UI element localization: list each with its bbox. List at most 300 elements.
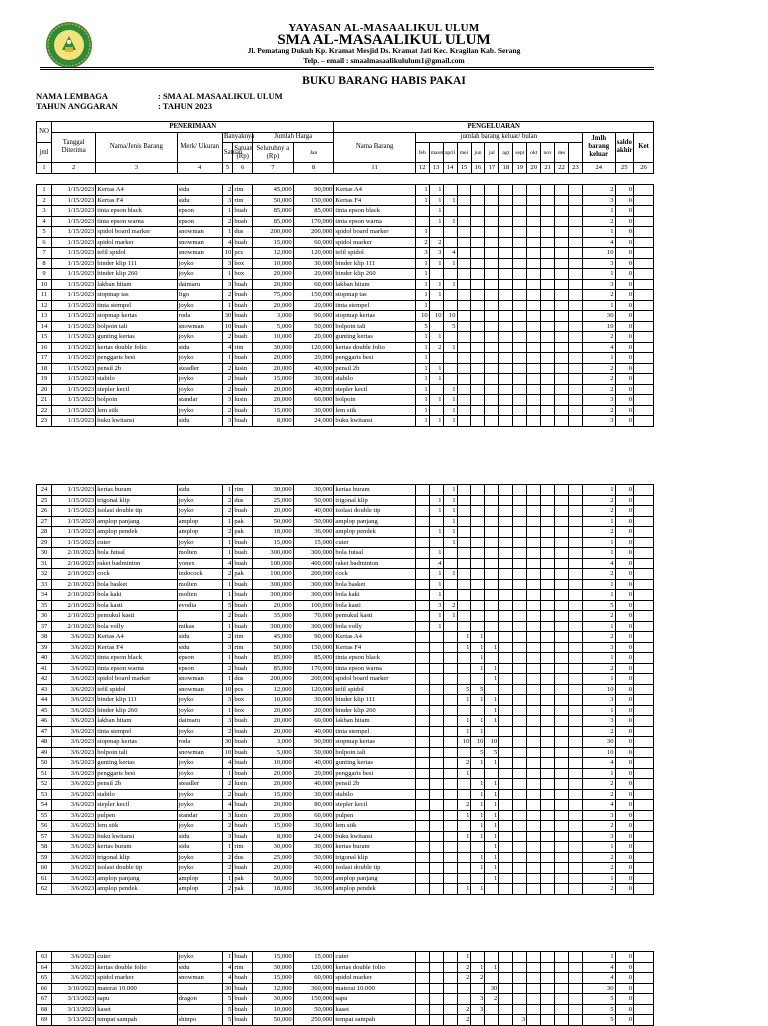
row-balance: 0 bbox=[615, 632, 634, 643]
row-month-7 bbox=[499, 1004, 513, 1015]
row-month-8 bbox=[513, 537, 527, 548]
row-total-out: 1 bbox=[582, 548, 615, 559]
row-item-name: trigonal klip bbox=[96, 495, 177, 506]
row-month-5: 1 bbox=[471, 695, 485, 706]
row-note bbox=[634, 279, 654, 290]
row-date: 2/10/2023 bbox=[52, 611, 96, 622]
row-month-4 bbox=[457, 621, 471, 632]
row-month-2 bbox=[429, 821, 443, 832]
row-month-4 bbox=[457, 821, 471, 832]
row-month-3: 1 bbox=[443, 216, 457, 227]
row-month-6 bbox=[485, 558, 499, 569]
row-month-1 bbox=[415, 621, 429, 632]
row-month-1: 1 bbox=[415, 258, 429, 269]
row-month-8 bbox=[513, 726, 527, 737]
row-no: 14 bbox=[37, 321, 52, 332]
row-total-out: 2 bbox=[582, 374, 615, 385]
table-row bbox=[37, 852, 654, 863]
row-unit: buah bbox=[233, 216, 253, 227]
table-row bbox=[37, 768, 654, 779]
row-month-11 bbox=[555, 1015, 569, 1026]
row-month-10 bbox=[541, 716, 555, 727]
row-note bbox=[634, 206, 654, 217]
row-month-9 bbox=[527, 353, 541, 364]
row-month-7 bbox=[499, 269, 513, 280]
row-month-9 bbox=[527, 416, 541, 427]
row-item-name: buku kwitansi bbox=[96, 416, 177, 427]
row-month-1: 5 bbox=[415, 321, 429, 332]
row-note bbox=[634, 321, 654, 332]
row-no: 23 bbox=[37, 416, 52, 427]
row-month-1 bbox=[415, 611, 429, 622]
row-month-11 bbox=[555, 779, 569, 790]
row-item-out-name: bola futsal bbox=[334, 548, 415, 559]
row-month-7 bbox=[499, 632, 513, 643]
row-month-9 bbox=[527, 789, 541, 800]
row-unit: lusin bbox=[233, 395, 253, 406]
row-month-10 bbox=[541, 810, 555, 821]
row-unit-price: 10,000 bbox=[253, 1004, 294, 1015]
row-month-10 bbox=[541, 321, 555, 332]
row-month-11 bbox=[555, 342, 569, 353]
row-total-out: 30 bbox=[582, 311, 615, 322]
row-date: 3/6/2023 bbox=[52, 674, 96, 685]
row-month-3: 1 bbox=[443, 516, 457, 527]
row-item-out-name: spidol marker bbox=[334, 973, 415, 984]
row-date: 3/6/2023 bbox=[52, 716, 96, 727]
row-month-1 bbox=[415, 663, 429, 674]
row-month-10 bbox=[541, 674, 555, 685]
row-balance: 0 bbox=[615, 1004, 634, 1015]
row-month-5 bbox=[471, 216, 485, 227]
row-unit: buah bbox=[233, 983, 253, 994]
row-month-1 bbox=[415, 216, 429, 227]
row-total-price: 200,000 bbox=[293, 569, 334, 580]
row-month-9 bbox=[527, 994, 541, 1005]
row-item-name: tinta stempel bbox=[96, 726, 177, 737]
col-number: 13 bbox=[429, 163, 443, 174]
row-month-5 bbox=[471, 353, 485, 364]
row-month-4 bbox=[457, 279, 471, 290]
row-month-1 bbox=[415, 884, 429, 895]
row-balance: 0 bbox=[615, 994, 634, 1005]
row-item-out-name: sapu bbox=[334, 994, 415, 1005]
row-month-10 bbox=[541, 663, 555, 674]
row-qty: 2 bbox=[222, 495, 232, 506]
row-month-2 bbox=[429, 737, 443, 748]
row-date: 2/10/2023 bbox=[52, 621, 96, 632]
row-month-2 bbox=[429, 810, 443, 821]
row-balance: 0 bbox=[615, 516, 634, 527]
row-month-5 bbox=[471, 384, 485, 395]
col-month-7: jul bbox=[485, 143, 499, 163]
col-jml: jml bbox=[37, 143, 52, 163]
row-unit: dus bbox=[233, 852, 253, 863]
meta-value: : SMA AL MASAALIKUL ULUM bbox=[158, 91, 283, 101]
row-qty: 1 bbox=[222, 516, 232, 527]
row-month-11 bbox=[555, 1004, 569, 1015]
row-unit-price: 15,000 bbox=[253, 405, 294, 416]
row-item-out-name: tinta epson black bbox=[334, 653, 415, 664]
row-item-name: bola kaki bbox=[96, 590, 177, 601]
row-balance: 0 bbox=[615, 527, 634, 538]
row-month-3: 1 bbox=[443, 611, 457, 622]
col-number: 11 bbox=[334, 163, 415, 174]
row-month-11 bbox=[555, 873, 569, 884]
table-row bbox=[37, 842, 654, 853]
row-month-6 bbox=[485, 632, 499, 643]
row-date: 3/6/2023 bbox=[52, 653, 96, 664]
row-month-8 bbox=[513, 290, 527, 301]
row-no: 25 bbox=[37, 495, 52, 506]
row-month-3: 1 bbox=[443, 416, 457, 427]
row-month-6: 1 bbox=[485, 642, 499, 653]
row-balance: 0 bbox=[615, 600, 634, 611]
row-total-price: 20,000 bbox=[293, 705, 334, 716]
row-month-10 bbox=[541, 600, 555, 611]
table-row bbox=[37, 1004, 654, 1015]
row-month-3: 1 bbox=[443, 395, 457, 406]
row-month-2 bbox=[429, 674, 443, 685]
row-total-out: 2 bbox=[582, 569, 615, 580]
col-month-9: sept bbox=[513, 143, 527, 163]
row-no: 67 bbox=[37, 994, 52, 1005]
row-date: 1/15/2023 bbox=[52, 248, 96, 259]
row-month-10 bbox=[541, 779, 555, 790]
col-number: 23 bbox=[569, 163, 583, 174]
row-brand: joyko bbox=[177, 332, 222, 343]
row-no: 68 bbox=[37, 1004, 52, 1015]
row-no: 10 bbox=[37, 279, 52, 290]
row-item-name: cuter bbox=[96, 952, 177, 963]
row-month-10 bbox=[541, 831, 555, 842]
row-qty: 4 bbox=[222, 973, 232, 984]
row-total-price: 120,000 bbox=[293, 962, 334, 973]
row-note bbox=[634, 216, 654, 227]
row-month-4 bbox=[457, 994, 471, 1005]
row-month-7 bbox=[499, 405, 513, 416]
row-total-out: 4 bbox=[582, 962, 615, 973]
row-month-4 bbox=[457, 579, 471, 590]
row-month-5 bbox=[471, 558, 485, 569]
row-item-name: Kertas A4 bbox=[96, 632, 177, 643]
row-item-name: amplop panjang bbox=[96, 516, 177, 527]
table-row bbox=[37, 321, 654, 332]
row-item-out-name: pensil 2b bbox=[334, 779, 415, 790]
row-unit: buah bbox=[233, 821, 253, 832]
row-brand bbox=[177, 1004, 222, 1015]
row-unit: buah bbox=[233, 332, 253, 343]
row-month-4: 2 bbox=[457, 1015, 471, 1026]
col-number: 7 bbox=[253, 163, 294, 174]
row-month-4 bbox=[457, 416, 471, 427]
row-item-out-name: bola volly bbox=[334, 621, 415, 632]
row-date: 1/15/2023 bbox=[52, 485, 96, 496]
row-qty: 4 bbox=[222, 800, 232, 811]
row-balance: 0 bbox=[615, 821, 634, 832]
row-month-3 bbox=[443, 779, 457, 790]
row-item-out-name: Kertas F4 bbox=[334, 642, 415, 653]
row-month-5: 1 bbox=[471, 831, 485, 842]
row-item-name: penggaris besi bbox=[96, 768, 177, 779]
row-month-11 bbox=[555, 269, 569, 280]
row-unit-price: 50,000 bbox=[253, 1015, 294, 1026]
row-item-out-name: pulpen bbox=[334, 810, 415, 821]
row-balance: 0 bbox=[615, 416, 634, 427]
row-month-2 bbox=[429, 800, 443, 811]
row-month-9 bbox=[527, 485, 541, 496]
row-month-4 bbox=[457, 195, 471, 206]
row-no: 59 bbox=[37, 852, 52, 863]
row-month-4 bbox=[457, 600, 471, 611]
row-total-out: 30 bbox=[582, 737, 615, 748]
row-qty: 5 bbox=[222, 994, 232, 1005]
row-month-12 bbox=[569, 863, 583, 874]
row-month-6 bbox=[485, 569, 499, 580]
row-month-5: 10 bbox=[471, 737, 485, 748]
row-month-10 bbox=[541, 237, 555, 248]
row-total-out: 2 bbox=[582, 384, 615, 395]
row-date: 3/6/2023 bbox=[52, 663, 96, 674]
row-unit-price: 300,000 bbox=[253, 548, 294, 559]
row-month-2 bbox=[429, 384, 443, 395]
row-month-6: 10 bbox=[485, 737, 499, 748]
row-month-8 bbox=[513, 227, 527, 238]
row-unit-price: 200,000 bbox=[253, 674, 294, 685]
row-month-8 bbox=[513, 994, 527, 1005]
row-month-9 bbox=[527, 737, 541, 748]
row-month-11 bbox=[555, 789, 569, 800]
row-month-10 bbox=[541, 495, 555, 506]
row-month-7 bbox=[499, 674, 513, 685]
row-month-9 bbox=[527, 873, 541, 884]
row-item-out-name: gunting kertas bbox=[334, 758, 415, 769]
row-month-7 bbox=[499, 695, 513, 706]
row-month-3 bbox=[443, 674, 457, 685]
row-note bbox=[634, 873, 654, 884]
row-month-3: 1 bbox=[443, 485, 457, 496]
row-month-5 bbox=[471, 548, 485, 559]
row-unit: buah bbox=[233, 716, 253, 727]
row-month-5: 1 bbox=[471, 800, 485, 811]
row-month-7 bbox=[499, 248, 513, 259]
row-month-7 bbox=[499, 353, 513, 364]
row-unit: buah bbox=[233, 973, 253, 984]
row-month-1 bbox=[415, 674, 429, 685]
row-month-5: 1 bbox=[471, 789, 485, 800]
row-item-name: stabilo bbox=[96, 374, 177, 385]
row-unit: buah bbox=[233, 600, 253, 611]
row-total-price: 100,000 bbox=[293, 600, 334, 611]
row-unit-price: 85,000 bbox=[253, 653, 294, 664]
row-month-12 bbox=[569, 632, 583, 643]
row-month-6: 1 bbox=[485, 800, 499, 811]
row-item-name: trigonal klip bbox=[96, 852, 177, 863]
row-total-out: 2 bbox=[582, 495, 615, 506]
row-month-7 bbox=[499, 321, 513, 332]
row-total-price: 60,000 bbox=[293, 395, 334, 406]
row-month-12 bbox=[569, 705, 583, 716]
table-row bbox=[37, 527, 654, 538]
row-month-3 bbox=[443, 726, 457, 737]
row-month-11 bbox=[555, 579, 569, 590]
row-month-12 bbox=[569, 300, 583, 311]
table-row bbox=[37, 821, 654, 832]
row-month-7 bbox=[499, 873, 513, 884]
row-total-price: 90,000 bbox=[293, 632, 334, 643]
row-month-7 bbox=[499, 579, 513, 590]
row-balance: 0 bbox=[615, 206, 634, 217]
row-unit-price: 8,000 bbox=[253, 831, 294, 842]
row-unit-price: 300,000 bbox=[253, 621, 294, 632]
row-month-6: 1 bbox=[485, 873, 499, 884]
row-month-3 bbox=[443, 300, 457, 311]
row-month-9 bbox=[527, 258, 541, 269]
row-total-out: 1 bbox=[582, 300, 615, 311]
col-number: 26 bbox=[634, 163, 654, 174]
row-month-7 bbox=[499, 821, 513, 832]
row-month-9 bbox=[527, 973, 541, 984]
row-month-7 bbox=[499, 726, 513, 737]
row-unit-price: 20,000 bbox=[253, 779, 294, 790]
row-month-8 bbox=[513, 684, 527, 695]
row-month-4 bbox=[457, 537, 471, 548]
row-date: 3/13/2023 bbox=[52, 1015, 96, 1026]
row-note bbox=[634, 416, 654, 427]
row-month-5 bbox=[471, 300, 485, 311]
row-month-8 bbox=[513, 873, 527, 884]
row-month-3: 1 bbox=[443, 195, 457, 206]
row-qty: 2 bbox=[222, 726, 232, 737]
row-month-1 bbox=[415, 632, 429, 643]
row-month-12 bbox=[569, 873, 583, 884]
row-item-out-name: amplop pendek bbox=[334, 884, 415, 895]
row-month-12 bbox=[569, 768, 583, 779]
row-unit-price: 20,000 bbox=[253, 716, 294, 727]
row-balance: 0 bbox=[615, 342, 634, 353]
row-no: 2 bbox=[37, 195, 52, 206]
row-month-4 bbox=[457, 258, 471, 269]
row-month-5: 5 bbox=[471, 747, 485, 758]
row-month-11 bbox=[555, 600, 569, 611]
col-month-12: des bbox=[555, 143, 569, 163]
row-total-out: 1 bbox=[582, 705, 615, 716]
row-month-8 bbox=[513, 611, 527, 622]
row-total-out: 2 bbox=[582, 663, 615, 674]
row-total-price: 30,000 bbox=[293, 789, 334, 800]
row-month-1 bbox=[415, 962, 429, 973]
row-month-10 bbox=[541, 611, 555, 622]
row-brand: amplop bbox=[177, 516, 222, 527]
col-harga-seluruhnya: Seluruhny a (Rp) bbox=[253, 143, 294, 163]
row-total-price: 30,000 bbox=[293, 405, 334, 416]
row-month-1 bbox=[415, 1015, 429, 1026]
row-month-12 bbox=[569, 537, 583, 548]
row-brand: joyko bbox=[177, 789, 222, 800]
row-note bbox=[634, 653, 654, 664]
row-month-2 bbox=[429, 537, 443, 548]
row-month-2 bbox=[429, 663, 443, 674]
row-unit: buah bbox=[233, 537, 253, 548]
row-total-out: 4 bbox=[582, 237, 615, 248]
row-total-price: 250,000 bbox=[293, 1015, 334, 1026]
row-item-name: sapu bbox=[96, 994, 177, 1005]
row-item-out-name: penggaris besi bbox=[334, 353, 415, 364]
row-total-out: 3 bbox=[582, 279, 615, 290]
row-month-3 bbox=[443, 810, 457, 821]
row-month-6: 1 bbox=[485, 758, 499, 769]
row-total-out: 5 bbox=[582, 1004, 615, 1015]
row-total-out: 4 bbox=[582, 558, 615, 569]
row-item-name: spidol marker bbox=[96, 237, 177, 248]
row-month-7 bbox=[499, 994, 513, 1005]
row-month-5: 1 bbox=[471, 758, 485, 769]
row-month-2 bbox=[429, 684, 443, 695]
row-month-8 bbox=[513, 311, 527, 322]
row-balance: 0 bbox=[615, 300, 634, 311]
row-note bbox=[634, 395, 654, 406]
row-note bbox=[634, 768, 654, 779]
row-month-1 bbox=[415, 695, 429, 706]
row-month-10 bbox=[541, 300, 555, 311]
row-month-6 bbox=[485, 768, 499, 779]
row-balance: 0 bbox=[615, 758, 634, 769]
row-month-1 bbox=[415, 810, 429, 821]
row-brand: standar bbox=[177, 395, 222, 406]
row-month-1 bbox=[415, 537, 429, 548]
table-row bbox=[37, 342, 654, 353]
row-month-9 bbox=[527, 884, 541, 895]
row-month-9 bbox=[527, 206, 541, 217]
row-date: 1/15/2023 bbox=[52, 227, 96, 238]
row-no: 45 bbox=[37, 705, 52, 716]
row-month-6: 1 bbox=[485, 962, 499, 973]
row-date: 3/6/2023 bbox=[52, 810, 96, 821]
row-item-name: tinta epson warna bbox=[96, 663, 177, 674]
col-number: 18 bbox=[499, 163, 513, 174]
row-qty: 1 bbox=[222, 674, 232, 685]
row-no: 38 bbox=[37, 632, 52, 643]
row-balance: 0 bbox=[615, 884, 634, 895]
row-total-out: 3 bbox=[582, 831, 615, 842]
row-qty: 1 bbox=[222, 548, 232, 559]
col-number: 1 bbox=[37, 163, 52, 174]
row-total-price: 40,000 bbox=[293, 863, 334, 874]
table-row bbox=[37, 279, 654, 290]
row-item-out-name: binder klip 260 bbox=[334, 705, 415, 716]
row-month-12 bbox=[569, 311, 583, 322]
row-balance: 0 bbox=[615, 353, 634, 364]
row-item-name: raket badminton bbox=[96, 558, 177, 569]
row-brand: sidu bbox=[177, 342, 222, 353]
row-month-9 bbox=[527, 300, 541, 311]
row-item-name: isolasi double tip bbox=[96, 863, 177, 874]
row-total-price: 360,000 bbox=[293, 983, 334, 994]
row-note bbox=[634, 800, 654, 811]
row-note bbox=[634, 195, 654, 206]
row-unit: buah bbox=[233, 952, 253, 963]
row-no: 29 bbox=[37, 537, 52, 548]
row-unit-price: 100,000 bbox=[253, 558, 294, 569]
row-month-12 bbox=[569, 779, 583, 790]
row-unit: rim bbox=[233, 195, 253, 206]
row-month-7 bbox=[499, 279, 513, 290]
row-month-8 bbox=[513, 237, 527, 248]
row-month-3: 1 bbox=[443, 342, 457, 353]
table-row bbox=[37, 726, 654, 737]
table-row bbox=[37, 506, 654, 517]
row-month-7 bbox=[499, 374, 513, 385]
